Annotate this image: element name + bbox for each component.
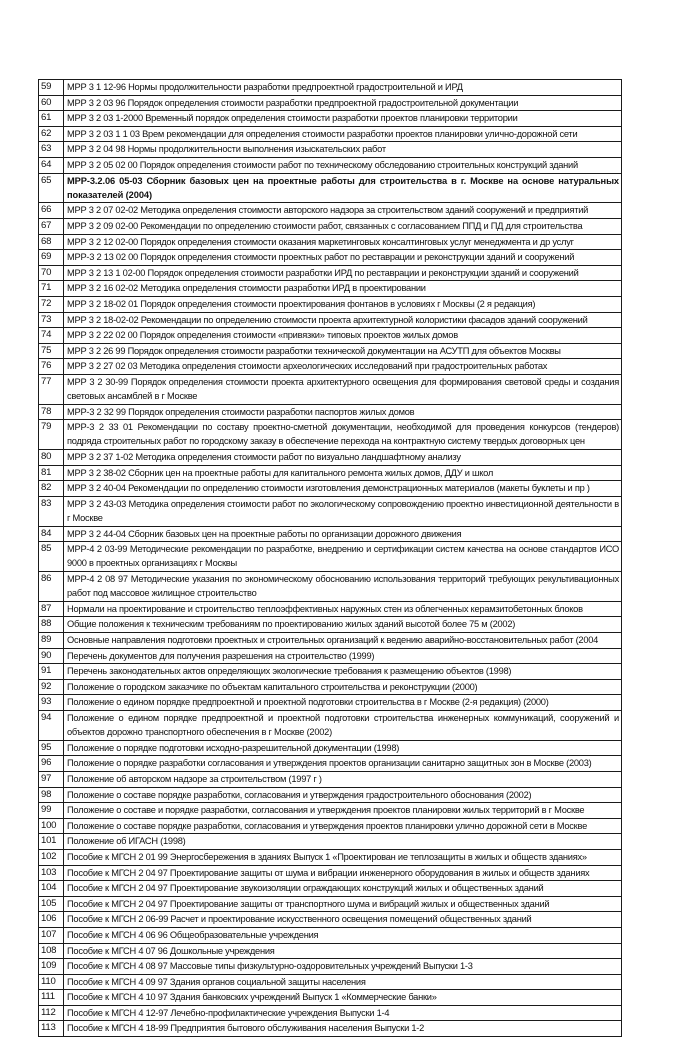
row-document-title: МРР 3 2 27 02 03 Методика определения стоимости археологических исследований при градостроительных работах — [64, 359, 622, 375]
table-row — [39, 542, 622, 572]
row-document-title: Пособие к МГСН 4 10 97 Здания банковских учреждений Выпуск 1 «Коммерческие банки» — [64, 990, 622, 1006]
row-number: 108 — [39, 943, 64, 959]
row-document-title: Положение о порядке разработки согласования и утверждения проектов организации санитарно защитных зон в Москве (2003) — [64, 756, 622, 772]
table-row — [39, 173, 622, 203]
table-row — [39, 959, 622, 975]
row-document-title: МРР-3.2.06 05-03 Сборник базовых цен на проектные работы для строительства в г. Москве на основе натуральных показателей (2004) — [64, 173, 622, 203]
row-document-title: Положение о составе и порядке разработки, согласования и утверждения проектов планировки жилых территорий в г Москве — [64, 803, 622, 819]
row-document-title: Положение о городском заказчике по объектам капитального строительства и реконструкции (2000) — [64, 679, 622, 695]
row-number: 80 — [39, 450, 64, 466]
row-number: 69 — [39, 250, 64, 266]
row-document-title: МРР 3 1 12-96 Нормы продолжительности разработки предпроектной градостроительной и ИРД — [64, 80, 622, 96]
row-document-title: Перечень документов для получения разрешения на строительство (1999) — [64, 648, 622, 664]
row-number: 109 — [39, 959, 64, 975]
row-number: 96 — [39, 756, 64, 772]
table-row — [39, 157, 622, 173]
row-number: 61 — [39, 111, 64, 127]
table-row — [39, 771, 622, 787]
row-document-title: Положение об авторском надзоре за строительством (1997 г ) — [64, 771, 622, 787]
table-row — [39, 601, 622, 617]
table-row — [39, 1021, 622, 1037]
table-row — [39, 818, 622, 834]
table-row — [39, 296, 622, 312]
row-document-title: Пособие к МГСН 2 04 97 Проектирование звукоизоляции ограждающих конструкций жилых и общественных зданий — [64, 881, 622, 897]
table-row — [39, 126, 622, 142]
row-number: 88 — [39, 617, 64, 633]
row-number: 60 — [39, 95, 64, 111]
table-row — [39, 881, 622, 897]
table-row — [39, 648, 622, 664]
row-number: 107 — [39, 927, 64, 943]
table-row — [39, 912, 622, 928]
row-number: 111 — [39, 990, 64, 1006]
row-number: 79 — [39, 420, 64, 450]
row-document-title: Положение о едином порядке предпроектной и проектной подготовки строительства инженерных коммуникаций, сооружений и объектов дорожно транспортного обеспечения в г Москве (2002) — [64, 711, 622, 741]
row-number: 104 — [39, 881, 64, 897]
row-document-title: Положение о составе порядке разработки, согласования и утверждения градостроительного обоснования (2002) — [64, 787, 622, 803]
table-row — [39, 787, 622, 803]
table-row — [39, 465, 622, 481]
table-row — [39, 481, 622, 497]
row-document-title: МРР 3 2 03 1-2000 Временный порядок определения стоимости разработки проектов планировки территории — [64, 111, 622, 127]
table-row — [39, 633, 622, 649]
table-row — [39, 1005, 622, 1021]
table-row — [39, 974, 622, 990]
row-document-title: Общие положения к техническим требованиям по проектированию жилых зданий высотой более 75 м (2002) — [64, 617, 622, 633]
row-document-title: МРР 3 2 22 02 00 Порядок определения стоимости «привязки» типовых проектов жилых домов — [64, 328, 622, 344]
row-number: 89 — [39, 633, 64, 649]
row-number: 71 — [39, 281, 64, 297]
table-row — [39, 849, 622, 865]
table-row — [39, 281, 622, 297]
row-document-title: Пособие к МГСН 4 07 96 Дошкольные учреждения — [64, 943, 622, 959]
row-number: 76 — [39, 359, 64, 375]
row-document-title: Положение о едином порядке предпроектной и проектной подготовки строительства в г Москве (2-я редакция) (2000) — [64, 695, 622, 711]
row-number: 86 — [39, 572, 64, 602]
row-number: 75 — [39, 343, 64, 359]
table-row — [39, 374, 622, 404]
row-number: 77 — [39, 374, 64, 404]
row-number: 95 — [39, 740, 64, 756]
row-document-title: Положение об ИГАСН (1998) — [64, 834, 622, 850]
row-document-title: МРР 3 2 38-02 Сборник цен на проектные работы для капитального ремонта жилых домов, ДДУ и школ — [64, 465, 622, 481]
table-row — [39, 111, 622, 127]
row-number: 72 — [39, 296, 64, 312]
table-row — [39, 756, 622, 772]
row-document-title: Положение о порядке подготовки исходно-разрешительной документации (1998) — [64, 740, 622, 756]
row-document-title: Пособие к МГСН 4 18-99 Предприятия бытового обслуживания населения Выпуски 1-2 — [64, 1021, 622, 1037]
row-number: 92 — [39, 679, 64, 695]
table-row — [39, 803, 622, 819]
row-document-title: МРР-3 2 32 99 Порядок определения стоимости разработки паспортов жилых домов — [64, 404, 622, 420]
row-number: 94 — [39, 711, 64, 741]
row-document-title: МРР-4 2 03-99 Методические рекомендации по разработке, внедрению и сертификации систем качества на основе стандартов ИСО 9000 в проектных организациях г Москвы — [64, 542, 622, 572]
table-row — [39, 711, 622, 741]
row-number: 70 — [39, 265, 64, 281]
row-number: 98 — [39, 787, 64, 803]
row-number: 83 — [39, 496, 64, 526]
row-number: 63 — [39, 142, 64, 158]
row-document-title: МРР 3 2 43-03 Методика определения стоимости работ по экологическому сопровождению проектно инвестиционной деятельности в г Москве — [64, 496, 622, 526]
row-document-title: Перечень законодательных актов определяющих экологические требования к размещению объектов (1998) — [64, 664, 622, 680]
table-row — [39, 250, 622, 266]
row-document-title: Пособие к МГСН 2 06-99 Расчет и проектирование искусственного освещения помещений общественных зданий — [64, 912, 622, 928]
table-row — [39, 617, 622, 633]
table-row — [39, 679, 622, 695]
row-number: 66 — [39, 203, 64, 219]
row-number: 68 — [39, 234, 64, 250]
row-document-title: МРР-3 2 33 01 Рекомендации по составу проектно-сметной документации, необходимой для проведения конкурсов (тендеров) подряда строительных работ по городскому заказу в обеспечение перехода на контрактную систему твердых договорных цен — [64, 420, 622, 450]
row-document-title: МРР 3 2 03 96 Порядок определения стоимости разработки предпроектной градостроительной документации — [64, 95, 622, 111]
table-row — [39, 990, 622, 1006]
table-row — [39, 450, 622, 466]
row-number: 99 — [39, 803, 64, 819]
row-document-title: Пособие к МГСН 4 08 97 Массовые типы физкультурно-оздоровительных учреждений Выпуски 1-3 — [64, 959, 622, 975]
table-row — [39, 420, 622, 450]
row-document-title: МРР 3 2 18-02 01 Порядок определения стоимости проектирования фонтанов в условиях г Москвы (2 я редакция) — [64, 296, 622, 312]
table-row — [39, 359, 622, 375]
row-number: 97 — [39, 771, 64, 787]
row-document-title: Основные направления подготовки проектных и строительных организаций к ведению аварийно-восстановительных работ (2004 — [64, 633, 622, 649]
table-row — [39, 142, 622, 158]
row-document-title: Пособие к МГСН 4 09 97 Здания органов социальной защиты населения — [64, 974, 622, 990]
table-row — [39, 896, 622, 912]
row-number: 87 — [39, 601, 64, 617]
row-document-title: Пособие к МГСН 2 01 99 Энергосбережения в зданиях Выпуск 1 «Проектирован ие теплозащиты в жилых и обществ зданиях» — [64, 849, 622, 865]
row-document-title: МРР 3 2 09 02-00 Рекомендации по определению стоимости работ, связанных с согласованием ППД и ПД для строительства — [64, 218, 622, 234]
row-document-title: Нормали на проектирование и строительство теплоэффективных наружных стен из облегченных керамзитобетонных блоков — [64, 601, 622, 617]
row-document-title: Положение о составе порядке разработки, согласования и утверждения проектов планировки улично дорожной сети в Москве — [64, 818, 622, 834]
row-number: 65 — [39, 173, 64, 203]
row-document-title: МРР 3 2 44-04 Сборник базовых цен на проектные работы по организации дорожного движения — [64, 526, 622, 542]
row-number: 85 — [39, 542, 64, 572]
table-row — [39, 572, 622, 602]
row-document-title: МРР 3 2 18-02-02 Рекомендации по определению стоимости проекта архитектурной колористики фасадов зданий сооружений — [64, 312, 622, 328]
table-row — [39, 234, 622, 250]
table-row — [39, 740, 622, 756]
row-number: 113 — [39, 1021, 64, 1037]
table-row — [39, 95, 622, 111]
row-document-title: МРР-4 2 08 97 Методические указания по экономическому обоснованию использования территорий требующих рекультивационных работ под массовое жилищное строительство — [64, 572, 622, 602]
table-row — [39, 927, 622, 943]
row-document-title: МРР 3 2 12 02-00 Порядок определения стоимости оказания маркетинговых консалтинговых услуг менеджмента и др услуг — [64, 234, 622, 250]
row-number: 100 — [39, 818, 64, 834]
documents-table-body — [39, 80, 622, 1037]
table-row — [39, 943, 622, 959]
row-number: 67 — [39, 218, 64, 234]
table-row — [39, 312, 622, 328]
row-number: 90 — [39, 648, 64, 664]
row-number: 62 — [39, 126, 64, 142]
table-row — [39, 834, 622, 850]
row-number: 84 — [39, 526, 64, 542]
row-number: 102 — [39, 849, 64, 865]
table-row — [39, 404, 622, 420]
row-number: 78 — [39, 404, 64, 420]
row-document-title: МРР 3 2 16 02-02 Методика определения стоимости разработки ИРД в проектировании — [64, 281, 622, 297]
row-document-title: МРР 3 2 13 1 02-00 Порядок определения стоимости разработки ИРД по реставрации и реконструкции зданий и сооружений — [64, 265, 622, 281]
row-number: 106 — [39, 912, 64, 928]
table-row — [39, 203, 622, 219]
row-number: 105 — [39, 896, 64, 912]
row-document-title: МРР 3 2 26 99 Порядок определения стоимости разработки технической документации на АСУТП для объектов Москвы — [64, 343, 622, 359]
row-document-title: МРР 3 2 07 02-02 Методика определения стоимости авторского надзора за строительством зданий сооружений и предприятий — [64, 203, 622, 219]
row-document-title: Пособие к МГСН 2 04 97 Проектирование защиты от шума и вибрации инженерного оборудования в жилых и обществ зданиях — [64, 865, 622, 881]
row-number: 91 — [39, 664, 64, 680]
row-number: 73 — [39, 312, 64, 328]
table-row — [39, 343, 622, 359]
row-document-title: МРР 3 2 30-99 Порядок определения стоимости проекта архитектурного освещения для формирования световой среды и создания световых ансамблей в г Москве — [64, 374, 622, 404]
table-row — [39, 865, 622, 881]
row-number: 59 — [39, 80, 64, 96]
table-row — [39, 695, 622, 711]
row-document-title: Пособие к МГСН 4 06 96 Общеобразовательные учреждения — [64, 927, 622, 943]
row-number: 74 — [39, 328, 64, 344]
table-row — [39, 265, 622, 281]
table-row — [39, 496, 622, 526]
row-number: 101 — [39, 834, 64, 850]
row-number: 103 — [39, 865, 64, 881]
table-row — [39, 526, 622, 542]
row-document-title: МРР 3 2 03 1 1 03 Врем рекомендации для определения стоимости разработки проектов планировки улично-дорожной сети — [64, 126, 622, 142]
table-row — [39, 328, 622, 344]
table-row — [39, 80, 622, 96]
table-row — [39, 664, 622, 680]
row-document-title: МРР 3 2 04 98 Нормы продолжительности выполнения изыскательских работ — [64, 142, 622, 158]
row-number: 93 — [39, 695, 64, 711]
row-number: 64 — [39, 157, 64, 173]
row-number: 82 — [39, 481, 64, 497]
row-number: 81 — [39, 465, 64, 481]
row-document-title: МРР-3 2 13 02 00 Порядок определения стоимости проектных работ по реставрации и реконструкции зданий и сооружений — [64, 250, 622, 266]
row-document-title: Пособие к МГСН 2 04 97 Проектирование защиты от транспортного шума и вибраций жилых и общественных зданий — [64, 896, 622, 912]
table-row — [39, 218, 622, 234]
row-number: 110 — [39, 974, 64, 990]
row-document-title: МРР 3 2 05 02 00 Порядок определения стоимости работ по техническому обследованию строительных конструкций зданий — [64, 157, 622, 173]
row-number: 112 — [39, 1005, 64, 1021]
row-document-title: Пособие к МГСН 4 12-97 Лечебно-профилактические учреждения Выпуски 1-4 — [64, 1005, 622, 1021]
row-document-title: МРР 3 2 40-04 Рекомендации по определению стоимости изготовления демонстрационных материалов (макеты буклеты и пр ) — [64, 481, 622, 497]
documents-table — [38, 79, 622, 1037]
row-document-title: МРР 3 2 37 1-02 Методика определения стоимости работ по визуально ландшафтному анализу — [64, 450, 622, 466]
